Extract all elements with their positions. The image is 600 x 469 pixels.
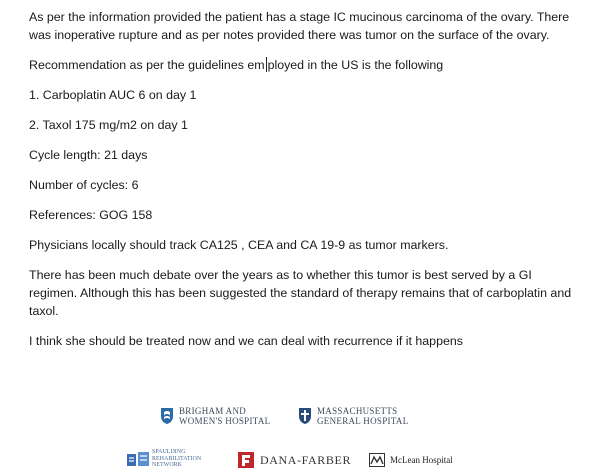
dana-farber-emblem-icon [238, 452, 254, 468]
spaulding-name-line-1: SPAULDING [152, 449, 186, 455]
text-cursor [266, 57, 267, 72]
spaulding-logo [127, 449, 201, 469]
document-body [29, 8, 574, 350]
mgh-name-line-2: GENERAL HOSPITAL [317, 416, 409, 426]
mgh-shield-icon [298, 407, 312, 425]
cycle-length: Cycle length: 21 days [29, 148, 148, 162]
brigham-womens-logo [160, 406, 270, 426]
references: References: GOG 158 [29, 208, 153, 222]
mgh-name-line-1: MASSACHUSETTS [317, 406, 398, 416]
paragraph-debate: There has been much debate over the years as to whether this tumor is best served by a GI regimen. Although this has been suggested the standard of therapy remains that of carboplatin and taxol. [29, 268, 572, 318]
paragraph-closing: I think she should be treated now and we can deal with recurrence if it happens [29, 334, 463, 348]
regimen-item-taxol: 2. Taxol 175 mg/m2 on day 1 [29, 118, 188, 132]
paragraph-recommendation [29, 56, 574, 74]
mclean-logo [369, 453, 453, 467]
spaulding-name-line-3: NETWORK [152, 462, 182, 468]
brigham-name-line-2: WOMEN'S HOSPITAL [179, 416, 271, 426]
spaulding-name-line-2: REHABILITATION [152, 455, 202, 462]
recommendation-text-start: Recommendation as per the guidelines em [29, 58, 265, 72]
mclean-name: McLean Hospital [390, 455, 453, 465]
mgh-logo [298, 406, 409, 426]
brigham-name-line-1: BRIGHAM AND [179, 406, 247, 416]
dana-farber-logo [238, 452, 351, 468]
paragraph-tumor-markers: Physicians locally should track CA125 , CEA and CA 19-9 as tumor markers. [29, 238, 449, 252]
regimen-item-carboplatin: 1. Carboplatin AUC 6 on day 1 [29, 88, 197, 102]
recommendation-text-end: ployed in the US is the following [267, 58, 444, 72]
brigham-shield-icon [160, 407, 174, 425]
mclean-emblem-icon [369, 453, 385, 467]
paragraph-patient-info: As per the information provided the patient has a stage IC mucinous carcinoma of the ovary. There was inoperative rupture and as per notes provided there was tumor on the surface of the ovary. [29, 10, 570, 42]
dana-farber-name: DANA-FARBER [260, 452, 352, 467]
number-of-cycles: Number of cycles: 6 [29, 178, 139, 192]
spaulding-emblem-icon [127, 452, 149, 466]
